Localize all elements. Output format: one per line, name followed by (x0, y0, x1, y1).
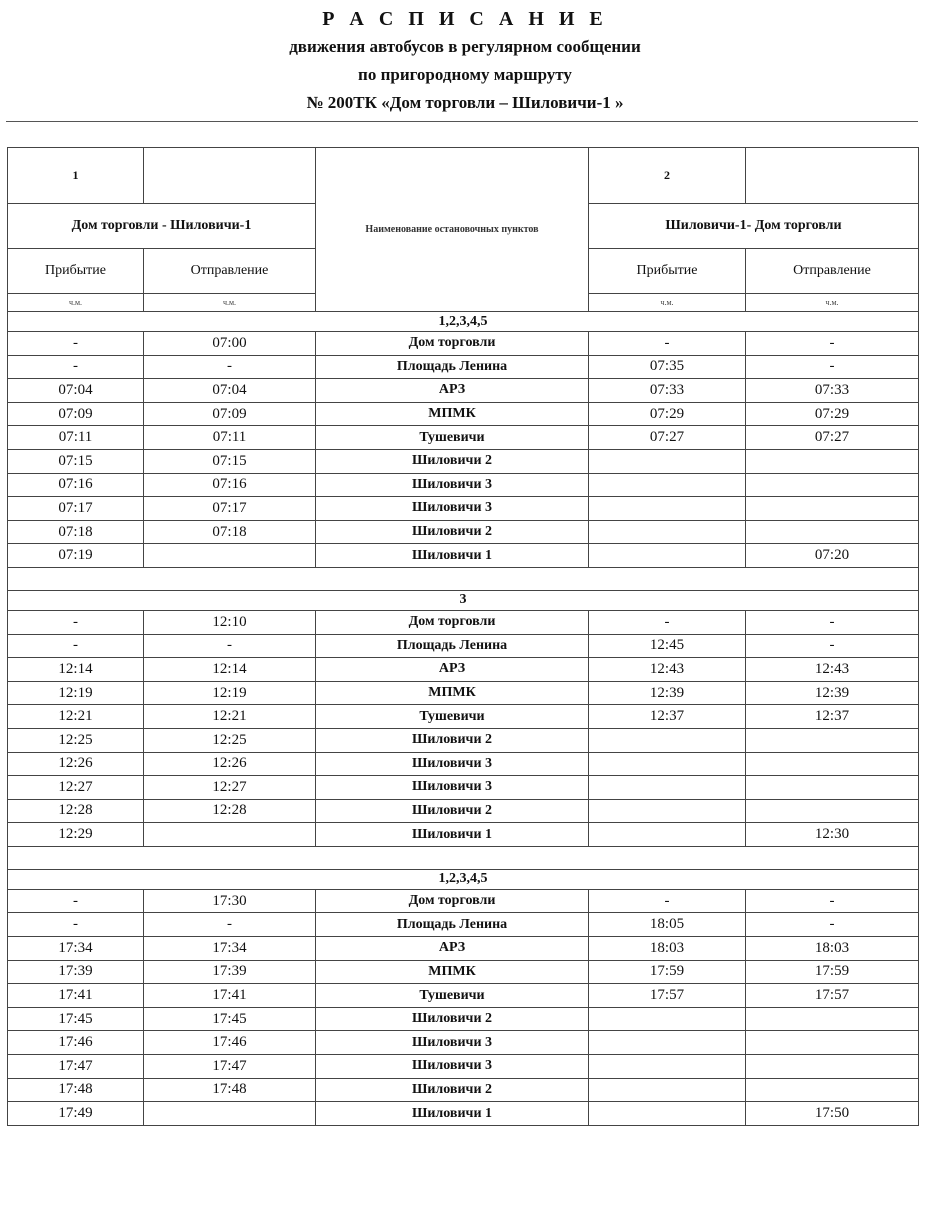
unit-label: ч.м. (144, 294, 316, 312)
arrival-time-dir2 (589, 520, 746, 544)
section-days-row (8, 869, 919, 889)
arrival-time-dir2: 12:45 (589, 634, 746, 658)
section-spacer-row (8, 846, 919, 869)
section-days-label: 1,2,3,4,5 (8, 869, 919, 889)
document-subtitle-route-type: по пригородному маршруту (358, 65, 572, 84)
table-row (8, 426, 919, 450)
arrival-time-dir1: 17:45 (8, 1007, 144, 1031)
unit-label: ч.м. (8, 294, 144, 312)
arrival-time-dir2: 12:43 (589, 658, 746, 682)
departure-time-dir1: - (144, 355, 316, 379)
arrival-time-dir1: 12:26 (8, 752, 144, 776)
arrival-time-dir1: - (8, 913, 144, 937)
departure-time-dir2 (746, 799, 919, 823)
stop-name: Тушевичи (316, 984, 589, 1008)
departure-time-dir2: - (746, 889, 919, 913)
stop-name: Тушевичи (316, 705, 589, 729)
arrival-time-dir2 (589, 1031, 746, 1055)
arrival-time-dir2: - (589, 610, 746, 634)
section-days-label: 1,2,3,4,5 (8, 312, 919, 332)
departure-time-dir1: 12:25 (144, 728, 316, 752)
arrival-header: Прибытие (589, 249, 746, 294)
departure-time-dir1 (144, 823, 316, 847)
section-days-label: 3 (8, 590, 919, 610)
arrival-time-dir1: 17:34 (8, 937, 144, 961)
arrival-time-dir2 (589, 1007, 746, 1031)
departure-time-dir2: 18:03 (746, 937, 919, 961)
arrival-time-dir2 (589, 1102, 746, 1126)
departure-time-dir2: - (746, 913, 919, 937)
table-row (8, 520, 919, 544)
departure-time-dir1: - (144, 634, 316, 658)
departure-time-dir2 (746, 776, 919, 800)
departure-time-dir2: - (746, 332, 919, 356)
stop-name: Шиловичи 3 (316, 497, 589, 521)
arrival-time-dir2: - (589, 332, 746, 356)
arrival-time-dir2: 12:39 (589, 681, 746, 705)
section-spacer-cell (8, 846, 919, 869)
departure-time-dir2: 12:37 (746, 705, 919, 729)
arrival-time-dir1: - (8, 889, 144, 913)
stop-name: АРЗ (316, 658, 589, 682)
arrival-time-dir1: 12:14 (8, 658, 144, 682)
arrival-time-dir2: 07:27 (589, 426, 746, 450)
departure-time-dir2: - (746, 355, 919, 379)
table-row (8, 1007, 919, 1031)
arrival-time-dir1: - (8, 610, 144, 634)
stop-column-header: Наименование остановочных пунктов (316, 148, 589, 312)
departure-time-dir1: 17:46 (144, 1031, 316, 1055)
arrival-time-dir1: 12:27 (8, 776, 144, 800)
table-row (8, 1102, 919, 1126)
departure-time-dir1: 17:39 (144, 960, 316, 984)
direction2-name: Шиловичи-1- Дом торговли (589, 204, 919, 249)
section-days-row (8, 590, 919, 610)
arrival-time-dir2: 18:05 (589, 913, 746, 937)
departure-time-dir1: 17:41 (144, 984, 316, 1008)
arrival-time-dir1: 07:17 (8, 497, 144, 521)
table-row (8, 937, 919, 961)
stop-name: Дом торговли (316, 889, 589, 913)
stop-name: Шиловичи 2 (316, 449, 589, 473)
table-row (8, 658, 919, 682)
stop-name: Шиловичи 1 (316, 544, 589, 568)
arrival-time-dir1: 12:21 (8, 705, 144, 729)
table-row (8, 402, 919, 426)
departure-time-dir1: 12:14 (144, 658, 316, 682)
departure-time-dir1: 12:27 (144, 776, 316, 800)
departure-time-dir1: 12:26 (144, 752, 316, 776)
arrival-time-dir1: 07:19 (8, 544, 144, 568)
departure-time-dir2 (746, 449, 919, 473)
stop-name: Площадь Ленина (316, 913, 589, 937)
table-row (8, 1055, 919, 1079)
table-row (8, 1031, 919, 1055)
arrival-time-dir1: 07:11 (8, 426, 144, 450)
table-row (8, 681, 919, 705)
table-row (8, 728, 919, 752)
departure-time-dir1: 07:15 (144, 449, 316, 473)
departure-time-dir2: 17:57 (746, 984, 919, 1008)
table-row (8, 449, 919, 473)
arrival-time-dir1: - (8, 634, 144, 658)
arrival-time-dir1: 12:28 (8, 799, 144, 823)
departure-time-dir2: 17:59 (746, 960, 919, 984)
table-row (8, 960, 919, 984)
departure-time-dir1: 17:45 (144, 1007, 316, 1031)
arrival-time-dir2 (589, 728, 746, 752)
departure-time-dir1: 12:28 (144, 799, 316, 823)
stop-name: Шиловичи 2 (316, 799, 589, 823)
departure-time-dir1: 12:10 (144, 610, 316, 634)
header-row-numbers (8, 148, 919, 204)
table-row (8, 634, 919, 658)
arrival-time-dir2 (589, 752, 746, 776)
departure-time-dir1: 12:19 (144, 681, 316, 705)
departure-time-dir2: - (746, 634, 919, 658)
stop-name: Тушевичи (316, 426, 589, 450)
stop-name: АРЗ (316, 937, 589, 961)
departure-time-dir1: 17:34 (144, 937, 316, 961)
stop-name: МПМК (316, 402, 589, 426)
stop-name: Площадь Ленина (316, 634, 589, 658)
arrival-time-dir2 (589, 1055, 746, 1079)
stop-name: Шиловичи 1 (316, 1102, 589, 1126)
arrival-time-dir1: 17:48 (8, 1078, 144, 1102)
departure-time-dir2 (746, 752, 919, 776)
departure-time-dir2 (746, 497, 919, 521)
departure-time-dir1 (144, 544, 316, 568)
departure-time-dir1: 17:47 (144, 1055, 316, 1079)
header-divider (6, 121, 918, 122)
stop-name: Шиловичи 3 (316, 1031, 589, 1055)
arrival-time-dir2 (589, 799, 746, 823)
table-row (8, 776, 919, 800)
stop-name: Дом торговли (316, 332, 589, 356)
schedule-body (8, 148, 919, 1126)
stop-name: Площадь Ленина (316, 355, 589, 379)
arrival-time-dir1: 12:29 (8, 823, 144, 847)
stop-name: Шиловичи 3 (316, 776, 589, 800)
departure-time-dir2: 12:39 (746, 681, 919, 705)
departure-time-dir2 (746, 1031, 919, 1055)
unit-label: ч.м. (746, 294, 919, 312)
arrival-time-dir1: 17:46 (8, 1031, 144, 1055)
departure-time-dir1: 17:30 (144, 889, 316, 913)
direction1-number: 1 (8, 148, 144, 204)
departure-time-dir2 (746, 728, 919, 752)
arrival-time-dir1: - (8, 332, 144, 356)
arrival-time-dir1: 17:47 (8, 1055, 144, 1079)
arrival-time-dir2 (589, 1078, 746, 1102)
departure-time-dir2 (746, 1078, 919, 1102)
arrival-time-dir1: 07:15 (8, 449, 144, 473)
table-row (8, 889, 919, 913)
arrival-time-dir2: 17:59 (589, 960, 746, 984)
departure-time-dir2 (746, 1007, 919, 1031)
table-row (8, 984, 919, 1008)
table-row (8, 705, 919, 729)
table-row (8, 799, 919, 823)
departure-time-dir1: - (144, 913, 316, 937)
departure-time-dir1: 07:00 (144, 332, 316, 356)
section-spacer-cell (8, 567, 919, 590)
route-name: № 200ТК «Дом торговли – Шиловичи-1 » (306, 93, 624, 112)
stop-name: Шиловичи 3 (316, 1055, 589, 1079)
departure-time-dir1: 07:16 (144, 473, 316, 497)
arrival-time-dir2: 07:35 (589, 355, 746, 379)
table-row (8, 379, 919, 403)
arrival-time-dir1: 17:39 (8, 960, 144, 984)
stop-name: Шиловичи 3 (316, 473, 589, 497)
arrival-header: Прибытие (8, 249, 144, 294)
departure-time-dir2: 07:20 (746, 544, 919, 568)
stop-name: МПМК (316, 960, 589, 984)
arrival-time-dir2 (589, 823, 746, 847)
arrival-time-dir1: 07:04 (8, 379, 144, 403)
departure-time-dir2 (746, 520, 919, 544)
table-row (8, 823, 919, 847)
arrival-time-dir1: 17:41 (8, 984, 144, 1008)
arrival-time-dir1: 07:16 (8, 473, 144, 497)
departure-header: Отправление (746, 249, 919, 294)
departure-time-dir1: 07:17 (144, 497, 316, 521)
document-subtitle: движения автобусов в регулярном сообщении (289, 37, 641, 56)
arrival-time-dir1: 07:09 (8, 402, 144, 426)
unit-label: ч.м. (589, 294, 746, 312)
stop-name: Шиловичи 3 (316, 752, 589, 776)
document-title: Р А С П И С А Н И Е (322, 8, 608, 30)
arrival-time-dir2: 07:29 (589, 402, 746, 426)
arrival-time-dir1: 07:18 (8, 520, 144, 544)
table-row (8, 610, 919, 634)
arrival-time-dir2: 12:37 (589, 705, 746, 729)
table-row (8, 752, 919, 776)
arrival-time-dir2 (589, 544, 746, 568)
departure-time-dir1: 07:04 (144, 379, 316, 403)
departure-time-dir1 (144, 1102, 316, 1126)
section-spacer-row (8, 567, 919, 590)
table-row (8, 355, 919, 379)
stop-name: Шиловичи 2 (316, 1078, 589, 1102)
stop-name: Шиловичи 2 (316, 520, 589, 544)
arrival-time-dir2 (589, 473, 746, 497)
stop-name: Шиловичи 1 (316, 823, 589, 847)
stop-name: МПМК (316, 681, 589, 705)
arrival-time-dir1: 12:19 (8, 681, 144, 705)
stop-name: АРЗ (316, 379, 589, 403)
arrival-time-dir2: 17:57 (589, 984, 746, 1008)
arrival-time-dir2: 18:03 (589, 937, 746, 961)
header-empty-cell (144, 148, 316, 204)
arrival-time-dir1: - (8, 355, 144, 379)
arrival-time-dir2: 07:33 (589, 379, 746, 403)
departure-time-dir2 (746, 473, 919, 497)
departure-time-dir2: 12:43 (746, 658, 919, 682)
header-empty-cell (746, 148, 919, 204)
arrival-time-dir1: 12:25 (8, 728, 144, 752)
departure-time-dir1: 07:11 (144, 426, 316, 450)
stop-name: Шиловичи 2 (316, 1007, 589, 1031)
departure-time-dir2 (746, 1055, 919, 1079)
table-row (8, 1078, 919, 1102)
departure-time-dir2: 17:50 (746, 1102, 919, 1126)
table-row (8, 473, 919, 497)
arrival-time-dir2 (589, 449, 746, 473)
schedule-table (7, 147, 919, 1126)
section-days-row (8, 312, 919, 332)
arrival-time-dir2 (589, 497, 746, 521)
stop-name: Шиловичи 2 (316, 728, 589, 752)
stop-name: Дом торговли (316, 610, 589, 634)
departure-time-dir1: 07:09 (144, 402, 316, 426)
departure-time-dir2: 07:29 (746, 402, 919, 426)
table-row (8, 497, 919, 521)
departure-time-dir2: 12:30 (746, 823, 919, 847)
departure-time-dir2: 07:27 (746, 426, 919, 450)
arrival-time-dir2: - (589, 889, 746, 913)
direction2-number: 2 (589, 148, 746, 204)
arrival-time-dir2 (589, 776, 746, 800)
table-row (8, 913, 919, 937)
departure-time-dir2: 07:33 (746, 379, 919, 403)
table-row (8, 544, 919, 568)
departure-time-dir2: - (746, 610, 919, 634)
direction1-name: Дом торговли - Шиловичи-1 (8, 204, 316, 249)
arrival-time-dir1: 17:49 (8, 1102, 144, 1126)
departure-time-dir1: 12:21 (144, 705, 316, 729)
departure-time-dir1: 17:48 (144, 1078, 316, 1102)
departure-header: Отправление (144, 249, 316, 294)
table-row (8, 332, 919, 356)
departure-time-dir1: 07:18 (144, 520, 316, 544)
